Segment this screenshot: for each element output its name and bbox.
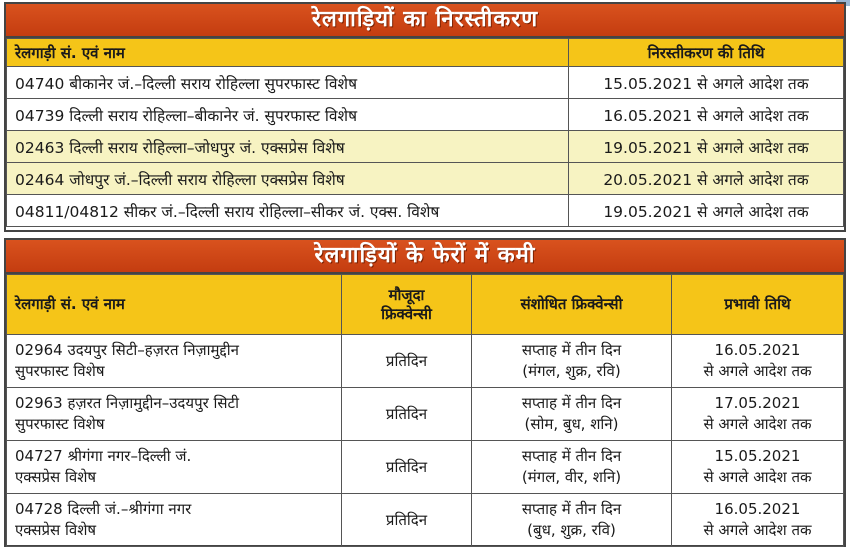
train-line2: सुपरफास्ट विशेष — [15, 415, 105, 433]
table-row — [7, 99, 844, 131]
frequency-title: रेलगाड़ियों के फेरों में कमी — [6, 240, 844, 274]
header-revised-frequency: संशोधित फ्रिक्वेन्सी — [472, 275, 672, 335]
effective-note: से अगले आदेश तक — [703, 415, 812, 433]
train-cell — [7, 494, 342, 547]
table-header-row — [7, 275, 844, 335]
train-cell: 04739 दिल्ली सराय रोहिल्ला–बीकानेर जं. सुपरफास्ट विशेष — [7, 99, 569, 131]
current-frequency-cell: प्रतिदिन — [342, 441, 472, 494]
effective-note: से अगले आदेश तक — [703, 362, 812, 380]
revised-line2: (मंगल, शुक्र, रवि) — [522, 362, 621, 380]
cancellation-title: रेलगाड़ियों का निरस्तीकरण — [6, 4, 844, 38]
table-row — [7, 163, 844, 195]
train-line1: 04728 दिल्ली जं.–श्रीगंगा नगर — [15, 500, 192, 518]
effective-date: 16.05.2021 — [714, 341, 801, 359]
date-cell: 19.05.2021 से अगले आदेश तक — [569, 195, 844, 227]
revised-line2: (बुध, शुक्र, रवि) — [527, 521, 616, 539]
effective-date-cell — [672, 494, 844, 547]
revised-line2: (सोम, बुध, शनि) — [524, 415, 619, 433]
train-line2: सुपरफास्ट विशेष — [15, 362, 105, 380]
train-cell: 04740 बीकानेर जं.–दिल्ली सराय रोहिल्ला सुपरफास्ट विशेष — [7, 67, 569, 99]
header-current-frequency — [342, 275, 472, 335]
effective-note: से अगले आदेश तक — [703, 521, 812, 539]
header-train: रेलगाड़ी सं. एवं नाम — [7, 39, 569, 67]
train-cell: 02464 जोधपुर जं.–दिल्ली सराय रोहिल्ला एक्सप्रेस विशेष — [7, 163, 569, 195]
header-current-line1: मौजूदा — [388, 285, 425, 304]
header-train: रेलगाड़ी सं. एवं नाम — [7, 275, 342, 335]
effective-note: से अगले आदेश तक — [703, 468, 812, 486]
date-cell: 20.05.2021 से अगले आदेश तक — [569, 163, 844, 195]
current-frequency-cell: प्रतिदिन — [342, 388, 472, 441]
header-cancel-date: निरस्तीकरण की तिथि — [569, 39, 844, 67]
effective-date-cell — [672, 388, 844, 441]
effective-date: 16.05.2021 — [714, 500, 801, 518]
train-cell — [7, 441, 342, 494]
train-cell: 02463 दिल्ली सराय रोहिल्ला–जोधपुर जं. एक्सप्रेस विशेष — [7, 131, 569, 163]
revised-frequency-cell — [472, 494, 672, 547]
train-line2: एक्सप्रेस विशेष — [15, 468, 97, 486]
table-header-row — [7, 39, 844, 67]
frequency-table — [6, 274, 844, 547]
table-row — [7, 195, 844, 227]
header-current-line2: फ्रिक्वेन्सी — [381, 304, 432, 323]
revised-frequency-cell — [472, 441, 672, 494]
table-row — [7, 131, 844, 163]
effective-date-cell — [672, 441, 844, 494]
date-cell: 16.05.2021 से अगले आदेश तक — [569, 99, 844, 131]
current-frequency-cell: प्रतिदिन — [342, 335, 472, 388]
train-cell — [7, 335, 342, 388]
revised-line1: सप्ताह में तीन दिन — [521, 500, 622, 518]
train-line2: एक्सप्रेस विशेष — [15, 521, 97, 539]
frequency-section — [4, 238, 846, 547]
revised-frequency-cell — [472, 388, 672, 441]
cancellation-table — [6, 38, 844, 227]
table-row — [7, 388, 844, 441]
train-cell — [7, 388, 342, 441]
effective-date-cell — [672, 335, 844, 388]
table-row — [7, 335, 844, 388]
date-cell: 15.05.2021 से अगले आदेश तक — [569, 67, 844, 99]
effective-date: 17.05.2021 — [714, 394, 801, 412]
train-line1: 02963 हज़रत निज़ामुद्दीन–उदयपुर सिटी — [15, 394, 239, 412]
revised-frequency-cell — [472, 335, 672, 388]
table-row — [7, 67, 844, 99]
date-cell: 19.05.2021 से अगले आदेश तक — [569, 131, 844, 163]
table-row — [7, 441, 844, 494]
current-frequency-cell: प्रतिदिन — [342, 494, 472, 547]
train-line1: 02964 उदयपुर सिटी–हज़रत निज़ामुद्दीन — [15, 341, 239, 359]
table-row — [7, 494, 844, 547]
revised-line1: सप्ताह में तीन दिन — [521, 341, 622, 359]
cancellation-section — [4, 2, 846, 232]
revised-line2: (मंगल, वीर, शनि) — [521, 468, 622, 486]
revised-line1: सप्ताह में तीन दिन — [521, 447, 622, 465]
train-cell: 04811/04812 सीकर जं.–दिल्ली सराय रोहिल्ला–सीकर जं. एक्स. विशेष — [7, 195, 569, 227]
header-effective-date: प्रभावी तिथि — [672, 275, 844, 335]
revised-line1: सप्ताह में तीन दिन — [521, 394, 622, 412]
train-line1: 04727 श्रीगंगा नगर–दिल्ली जं. — [15, 447, 192, 465]
effective-date: 15.05.2021 — [714, 447, 801, 465]
